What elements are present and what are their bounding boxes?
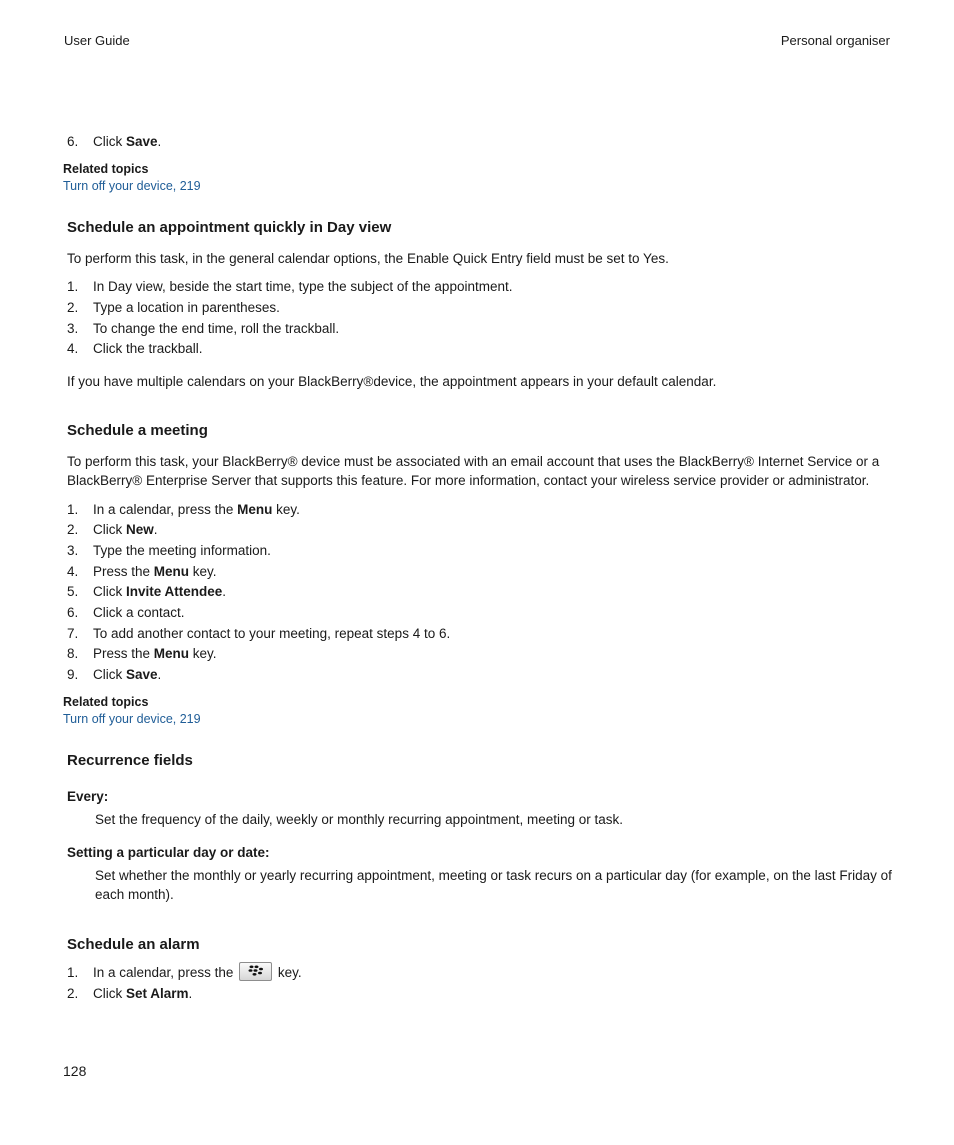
blackberry-menu-key-icon — [239, 962, 272, 981]
section-heading-alarm: Schedule an alarm — [67, 936, 200, 953]
quick-intro: To perform this task, in the general calendar options, the Enable Quick Entry field must be set to Yes. — [67, 251, 669, 266]
meeting-intro: To perform this task, your BlackBerry® device must be associated with an email account that uses the BlackBerry® Internet Service or a BlackBerry® Enterprise Server that supports this feature. For more information, contact your wireless service provider or administrator. — [67, 454, 880, 488]
field-definition: Set the frequency of the daily, weekly or monthly recurring appointment, meeting or task. — [95, 812, 624, 827]
related-topic-link[interactable]: Turn off your device, 219 — [63, 712, 201, 726]
step-6: 6. Click Save. — [67, 134, 162, 149]
list-item: 2. Click Set Alarm. — [67, 986, 193, 1001]
header-left: User Guide — [64, 33, 130, 48]
section-heading-recurrence: Recurrence fields — [67, 752, 193, 769]
section-heading-quick-entry: Schedule an appointment quickly in Day view — [67, 219, 392, 236]
list-item: 1. In Day view, beside the start time, type the subject of the appointment. — [67, 279, 513, 294]
section-heading-meeting: Schedule a meeting — [67, 422, 208, 439]
list-item: 4. Click the trackball. — [67, 341, 203, 356]
list-item: 1. In a calendar, press the key. — [67, 962, 302, 981]
page-number: 128 — [63, 1063, 87, 1079]
field-term: Setting a particular day or date: — [67, 845, 270, 860]
list-item: 2. Click New. — [67, 522, 158, 537]
related-topics-heading: Related topics — [63, 162, 149, 176]
related-topics-heading: Related topics — [63, 695, 149, 709]
list-item: 3. To change the end time, roll the trackball. — [67, 321, 340, 336]
list-item: 9. Click Save. — [67, 667, 162, 682]
list-item: 2. Type a location in parentheses. — [67, 300, 280, 315]
list-item: 5. Click Invite Attendee. — [67, 584, 227, 599]
list-item: 4. Press the Menu key. — [67, 564, 217, 579]
field-definition: Set whether the monthly or yearly recurring appointment, meeting or task recurs on a particular day (for example, on the last Friday of each month). — [95, 868, 892, 902]
header-right: Personal organiser — [780, 33, 890, 48]
list-item: 8. Press the Menu key. — [67, 646, 217, 661]
list-item: 1. In a calendar, press the Menu key. — [67, 502, 300, 517]
quick-note: If you have multiple calendars on your BlackBerry®device, the appointment appears in your default calendar. — [67, 374, 717, 389]
related-topic-link[interactable]: Turn off your device, 219 — [63, 179, 201, 193]
list-item: 3. Type the meeting information. — [67, 543, 271, 558]
list-item: 6. Click a contact. — [67, 605, 185, 620]
field-term: Every: — [67, 789, 109, 804]
list-item: 7. To add another contact to your meeting, repeat steps 4 to 6. — [67, 626, 451, 641]
